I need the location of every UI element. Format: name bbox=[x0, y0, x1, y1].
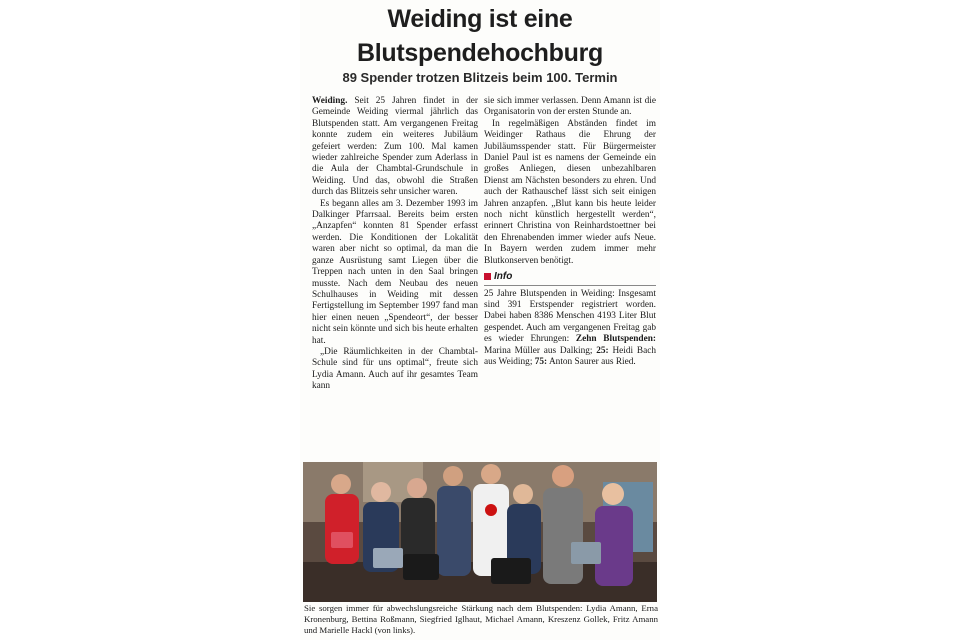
article-paragraph: Es begann alles am 3. Dezember 1993 im Dalkinger Pfarrsaal. Bereits beim ersten „Anzapfen“ konnten 81 Spender erfasst werden. Die Konditionen der Lokalität waren aber nicht so optimal, da man die ganze Ausrüstung samt Liegen über die Treppen nach unten in den Saal bringen musste. Nach dem Neubau des neuen Schulhauses in Weiding mit dessen Fertigstellung im September 1997 fand man hier einen neuen „Spendeort“, der besser nicht sein könnte und sich bis heute erhalten hat. bbox=[312, 198, 478, 346]
article-column-2 bbox=[484, 96, 656, 368]
subheadline: 89 Spender trotzen Blitzeis beim 100. Termin bbox=[342, 70, 618, 85]
info-label: Info bbox=[494, 271, 513, 283]
article-paragraph: „Die Räumlichkeiten in der Chambtal-Schule sind für uns optimal“, freute sich Lydia Amann. Auch auf ihr gesamtes Team kann bbox=[312, 346, 478, 392]
info-box-text: 25 Jahre Blutspenden in Weiding: Insgesamt sind 391 Erstspender registriert worden. Dabei haben 8386 Menschen 4193 Liter Blut gespendet. Auch am vergangenen Freitag gab es wieder Ehrungen: Zehn Blutspenden: Marina Müller aus Dalking; 25: Heidi Bach aus Weiding; 75: Anton Saurer aus Ried. bbox=[484, 288, 656, 367]
info-marker-icon bbox=[484, 273, 491, 280]
article-column-1 bbox=[312, 96, 478, 393]
article-paragraph: In regelmäßigen Abständen findet im Weidinger Rathaus die Ehrung der Jubiläumsspender statt. Für Bürgermeister Daniel Paul ist es namens der Gemeinde ein großes Anliegen, diesen unbezahlbaren Dienst am Nächsten besonders zu ehren. Und auch der Rathauschef lässt sich seit einigen Jahren anzapfen. „Blut kann bis heute leider noch nicht künstlich hergestellt werden“, erinnert Christina von Reinhardstoettner bei den Ehrenabenden immer wieder aufs Neue. In Bayern werden zudem immer mehr Blutkonserven benötigt. bbox=[484, 118, 656, 266]
headline-line-2: Blutspendehochburg bbox=[357, 39, 603, 67]
group-photo-illustration bbox=[303, 462, 657, 602]
info-divider bbox=[484, 285, 656, 286]
photo-caption: Sie sorgen immer für abwechslungsreiche Stärkung nach dem Blutspenden: Lydia Amann, Erna Kronenburg, Bettina Roßmann, Siegfried Iglhaut, Michael Amann, Kreszenz Gollek, Fritz Amann und Marielle Hackl (von links). bbox=[304, 603, 658, 635]
article-paragraph: sie sich immer verlassen. Denn Amann ist die Organisatorin von der ersten Stunde an. bbox=[484, 96, 656, 118]
article-paragraph: Weiding. Seit 25 Jahren findet in der Gemeinde Weiding viermal jährlich das Blutspenden statt. Am vergangenen Freitag konnte zudem ein weiteres Jubiläum gefeiert werden: Zum 100. Mal kamen wieder zahlreiche Spender zum Aderlass in die Aula der Chambtal-Grundschule in Weiding. Und das, obwohl die Straßen durch das Blitzeis sehr unsicher waren. bbox=[312, 96, 478, 198]
dateline: Weiding. bbox=[312, 96, 348, 106]
group-photo bbox=[303, 462, 657, 602]
info-box-heading bbox=[484, 271, 656, 282]
headline-line-1: Weiding ist eine bbox=[387, 5, 573, 33]
